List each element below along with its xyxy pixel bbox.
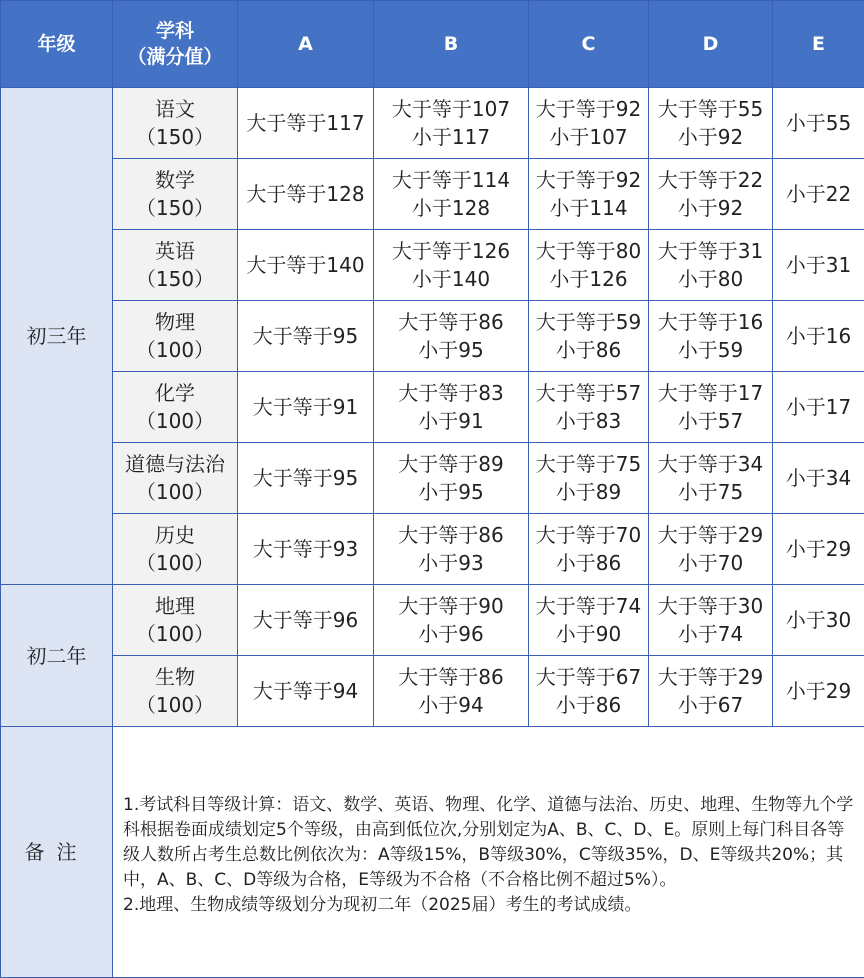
note-paragraph-1: 1.考试科目等级计算：语文、数学、英语、物理、化学、道德与法治、历史、地理、生物等九个学科根据卷面成绩划定5个等级，由高到低位次,分别划定为A、B、C、D、E。原则上每门科目各等级人数所占考生总数比例依次为：A等级15%，B等级30%，C等级35%，D、E等级共20%；其中，A、B、C、D等级为合格，E等级为不合格（不合格比例不超过5%）。 <box>123 793 856 893</box>
subject-name: 地理 <box>113 592 237 620</box>
level-d-lower: 大于等于31 <box>649 237 772 265</box>
subject-cell <box>113 372 238 443</box>
level-e-cell: 小于30 <box>773 585 864 656</box>
header-level-a: A <box>238 1 374 88</box>
subject-full-score: （150） <box>113 123 237 151</box>
level-d-cell <box>649 656 773 727</box>
table-row <box>1 656 864 727</box>
level-d-upper: 小于59 <box>649 336 772 364</box>
level-b-upper: 小于117 <box>374 123 528 151</box>
subject-full-score: （100） <box>113 478 237 506</box>
header-subject <box>113 1 238 88</box>
table-row <box>1 159 864 230</box>
subject-cell <box>113 656 238 727</box>
level-d-upper: 小于80 <box>649 265 772 293</box>
level-b-cell <box>374 230 529 301</box>
level-e-cell: 小于22 <box>773 159 864 230</box>
header-level-c: C <box>529 1 649 88</box>
level-d-cell <box>649 230 773 301</box>
subject-cell <box>113 585 238 656</box>
level-b-cell <box>374 159 529 230</box>
level-b-cell <box>374 656 529 727</box>
level-c-lower: 大于等于59 <box>529 308 648 336</box>
level-d-cell <box>649 372 773 443</box>
table-row <box>1 301 864 372</box>
level-c-upper: 小于114 <box>529 194 648 222</box>
level-b-lower: 大于等于107 <box>374 95 528 123</box>
level-c-upper: 小于83 <box>529 407 648 435</box>
level-b-lower: 大于等于83 <box>374 379 528 407</box>
subject-name: 生物 <box>113 663 237 691</box>
level-d-cell <box>649 301 773 372</box>
level-c-upper: 小于86 <box>529 691 648 719</box>
subject-full-score: （100） <box>113 549 237 577</box>
subject-full-score: （100） <box>113 407 237 435</box>
level-d-lower: 大于等于16 <box>649 308 772 336</box>
level-e-cell: 小于31 <box>773 230 864 301</box>
level-b-cell <box>374 301 529 372</box>
note-paragraph-2: 2.地理、生物成绩等级划分为现初二年（2025届）考生的考试成绩。 <box>123 893 856 918</box>
level-a-cell: 大于等于95 <box>238 443 374 514</box>
level-b-upper: 小于140 <box>374 265 528 293</box>
level-a-cell: 大于等于91 <box>238 372 374 443</box>
subject-name: 数学 <box>113 166 237 194</box>
level-c-cell <box>529 514 649 585</box>
level-b-lower: 大于等于86 <box>374 663 528 691</box>
level-d-lower: 大于等于29 <box>649 663 772 691</box>
grade-cell-g9: 初三年 <box>1 88 113 585</box>
level-c-upper: 小于107 <box>529 123 648 151</box>
level-a-cell: 大于等于140 <box>238 230 374 301</box>
subject-cell <box>113 159 238 230</box>
level-c-cell <box>529 88 649 159</box>
level-b-upper: 小于95 <box>374 478 528 506</box>
level-b-lower: 大于等于114 <box>374 166 528 194</box>
level-b-upper: 小于94 <box>374 691 528 719</box>
table-row <box>1 230 864 301</box>
subject-cell <box>113 514 238 585</box>
level-c-lower: 大于等于80 <box>529 237 648 265</box>
subject-full-score: （100） <box>113 620 237 648</box>
subject-full-score: （150） <box>113 194 237 222</box>
level-c-cell <box>529 301 649 372</box>
grade-cell-g8: 初二年 <box>1 585 113 727</box>
level-b-lower: 大于等于86 <box>374 308 528 336</box>
level-d-lower: 大于等于29 <box>649 521 772 549</box>
level-c-cell <box>529 159 649 230</box>
subject-cell <box>113 443 238 514</box>
level-d-lower: 大于等于34 <box>649 450 772 478</box>
header-grade: 年级 <box>1 1 113 88</box>
level-c-upper: 小于90 <box>529 620 648 648</box>
level-b-upper: 小于91 <box>374 407 528 435</box>
level-c-cell <box>529 585 649 656</box>
level-e-cell: 小于16 <box>773 301 864 372</box>
subject-full-score: （100） <box>113 336 237 364</box>
table-row <box>1 585 864 656</box>
level-d-lower: 大于等于55 <box>649 95 772 123</box>
level-e-cell: 小于55 <box>773 88 864 159</box>
level-c-upper: 小于89 <box>529 478 648 506</box>
level-e-cell: 小于29 <box>773 656 864 727</box>
level-b-lower: 大于等于89 <box>374 450 528 478</box>
table-row <box>1 443 864 514</box>
level-d-lower: 大于等于22 <box>649 166 772 194</box>
level-a-cell: 大于等于95 <box>238 301 374 372</box>
level-d-cell <box>649 443 773 514</box>
level-c-upper: 小于86 <box>529 336 648 364</box>
level-d-upper: 小于70 <box>649 549 772 577</box>
subject-name: 英语 <box>113 237 237 265</box>
level-c-lower: 大于等于57 <box>529 379 648 407</box>
level-d-upper: 小于74 <box>649 620 772 648</box>
level-d-lower: 大于等于17 <box>649 379 772 407</box>
header-level-b: B <box>374 1 529 88</box>
level-d-cell <box>649 88 773 159</box>
subject-cell <box>113 230 238 301</box>
notes-content <box>113 727 864 978</box>
header-subject-label: 学科 <box>113 18 237 44</box>
level-d-upper: 小于57 <box>649 407 772 435</box>
level-b-cell <box>374 88 529 159</box>
level-b-lower: 大于等于90 <box>374 592 528 620</box>
level-d-cell <box>649 585 773 656</box>
level-b-upper: 小于96 <box>374 620 528 648</box>
level-b-upper: 小于93 <box>374 549 528 577</box>
level-a-cell: 大于等于93 <box>238 514 374 585</box>
subject-name: 历史 <box>113 521 237 549</box>
level-e-cell: 小于17 <box>773 372 864 443</box>
subject-name: 物理 <box>113 308 237 336</box>
subject-name: 化学 <box>113 379 237 407</box>
level-c-lower: 大于等于75 <box>529 450 648 478</box>
level-d-upper: 小于92 <box>649 194 772 222</box>
header-row <box>1 1 864 88</box>
table-row <box>1 372 864 443</box>
level-b-upper: 小于95 <box>374 336 528 364</box>
level-b-cell <box>374 514 529 585</box>
level-b-lower: 大于等于86 <box>374 521 528 549</box>
subject-cell <box>113 301 238 372</box>
level-e-cell: 小于34 <box>773 443 864 514</box>
level-b-cell <box>374 372 529 443</box>
level-c-cell <box>529 656 649 727</box>
level-a-cell: 大于等于94 <box>238 656 374 727</box>
level-e-cell: 小于29 <box>773 514 864 585</box>
level-c-lower: 大于等于92 <box>529 166 648 194</box>
level-d-upper: 小于75 <box>649 478 772 506</box>
level-c-upper: 小于86 <box>529 549 648 577</box>
subject-full-score: （150） <box>113 265 237 293</box>
header-full-score-label: （满分值） <box>113 44 237 70</box>
header-level-e: E <box>773 1 864 88</box>
level-c-cell <box>529 443 649 514</box>
level-c-lower: 大于等于92 <box>529 95 648 123</box>
subject-cell <box>113 88 238 159</box>
header-level-d: D <box>649 1 773 88</box>
level-d-cell <box>649 159 773 230</box>
level-d-upper: 小于92 <box>649 123 772 151</box>
level-c-cell <box>529 230 649 301</box>
notes-row <box>1 727 864 978</box>
level-b-cell <box>374 443 529 514</box>
table-row <box>1 514 864 585</box>
level-a-cell: 大于等于117 <box>238 88 374 159</box>
level-b-upper: 小于128 <box>374 194 528 222</box>
notes-label: 备注 <box>1 727 113 978</box>
level-d-cell <box>649 514 773 585</box>
level-c-upper: 小于126 <box>529 265 648 293</box>
subject-name: 语文 <box>113 95 237 123</box>
level-c-lower: 大于等于74 <box>529 592 648 620</box>
subject-name: 道德与法治 <box>113 450 237 478</box>
level-a-cell: 大于等于128 <box>238 159 374 230</box>
level-a-cell: 大于等于96 <box>238 585 374 656</box>
level-d-lower: 大于等于30 <box>649 592 772 620</box>
level-b-lower: 大于等于126 <box>374 237 528 265</box>
table-row <box>1 88 864 159</box>
level-c-lower: 大于等于67 <box>529 663 648 691</box>
level-c-lower: 大于等于70 <box>529 521 648 549</box>
level-b-cell <box>374 585 529 656</box>
level-c-cell <box>529 372 649 443</box>
level-d-upper: 小于67 <box>649 691 772 719</box>
subject-full-score: （100） <box>113 691 237 719</box>
